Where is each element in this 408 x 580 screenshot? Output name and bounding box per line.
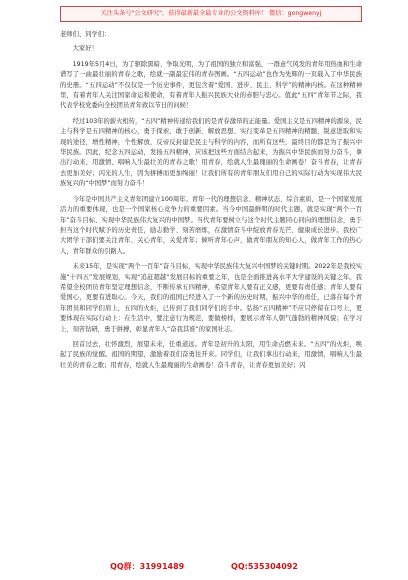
paragraph: 回首过去，壮怀激烈，展望未来，任重道远。青年是初升的太阳，用生命点燃未来。“五四”的火炬，唤起了民族的觉醒。祖国的期望，激励着我们奋勇往开来。同学们，让我们拿出行动来，用激情，唱响人生最壮美的青春之歌；用青春，绘就人生最瑰丽的生命画卷！奋斗青春，让青春更加美好；闪 <box>60 340 362 369</box>
paragraph: 1919年5月4日，为了驱除黑暗、争取光明，为了祖国的独立和富强，一群意气风发的青年用热血和生命谱写了一曲最壮丽的青春之歌，绘就一副最宏伟的青春图画。“五四运动”也作为先辉的一页载入了中华民族的史册。“五四运动”不仅仅是一个历史事件，更包含着“爱国、进步、民主、科学”的精神内核。在这种精神里，有着青年人关注国家命运和使命，有着青年人振兴民族大业的赤胆与忠心。值此“五四”青年节之际，我代表学校党委向全校团员青年致以节日的问候！ <box>60 60 362 110</box>
paragraph: 未来15年，是实现“两个一百年”奋斗目标，实现中华民族伟大复兴中国梦的关键时期。2022年是我校实施“十四五”发展规划，实现“追赶超越”发展目标的重要之年，也是全面推进高水平大学建设的关键之年。我希望全校团员青年坚定理想信念，不断传承五四精神，希望青年人要有正义感，更要有责任感；青年人要有爱国心，更要有进取心。今天，我们的祖国已经进入了一个新的历史时期，振兴中华的责任，已落在每个青年团员和同学们肩上，五四的火炬，已传到了我们同学们的手中。弘扬“五四精神”不应只停留在口号上，更要体现在实际行动上：在生活中，要注意行为规范，要做榜样，要展示青年人朝气蓬勃的精神风貌；在学习上，刻苦钻研，勇于拼搏，彰显青年人“奋我其谁”的家国社志。 <box>60 263 362 333</box>
footer <box>0 560 408 574</box>
salutation: 老师们、同学们： <box>60 31 111 38</box>
greeting: 大家好！ <box>72 45 98 53</box>
footer-qq-group: QQ群：31991489 <box>110 562 185 571</box>
paragraph: 今年是中国共产主义青年团建立100周年。青年一代的理想信念、精神状态、综合素质，是一个国家发展活力的重要体现，也是一个国家核心竞争力的重要因素。当今中国最鲜明的时代主题，就是实现“两个一百年”奋斗目标、实现中华民族伟大复兴的中国梦。当代青年要树立与这个时代主题同心同向的理想信念，勇于担当这个时代赋予的历史责任，励志勤学、刻苦磨炼，在激情奋斗中绽放青春光芒、健康成长进步。我校广大团学干部们要关注青年、关心青年，关爱青年；倾听青年心声，做青年朋友的知心人，做青年工作的热心人，青年群众的引路人。 <box>60 195 362 255</box>
footer-qq: QQ:535304092 <box>231 562 298 571</box>
paragraph: 经过103年的薪火相传，“五四”精神传递给我们的是青春激昂的正能量。爱国主义是五四精神的源泉，民主与科学是五四精神的核心，勇于探索、敢于创新、解放思想、实行变革是五四精神的精髓，锐意进取和实现的途径，增性精神，个性解放，反帝反封建是民主与科学的内容，而所有这些，最终目的都是为了振兴中华民族。因此，纪念五四运动，发扬五四精神，应该把这些方面结合起来，为振兴中华民族而努力奋斗，拿出行动来，用激情、唱响人生最壮美的青春之歌！用青春，绘就人生最瑰丽的生命画卷！奋斗青春，让青春去更加美好；闪光的人生，因为拼搏而更加绚丽！让我们所有的青年朋友们用自己的实际行动为实现伟大民族复兴的“中国梦”而努力奋斗！ <box>60 117 362 188</box>
header-banner: 关注头条号"公文研究"，获得最新最全最专业的公文资料库！ 微信：gongwenyj <box>60 6 362 22</box>
document-body <box>60 30 362 376</box>
